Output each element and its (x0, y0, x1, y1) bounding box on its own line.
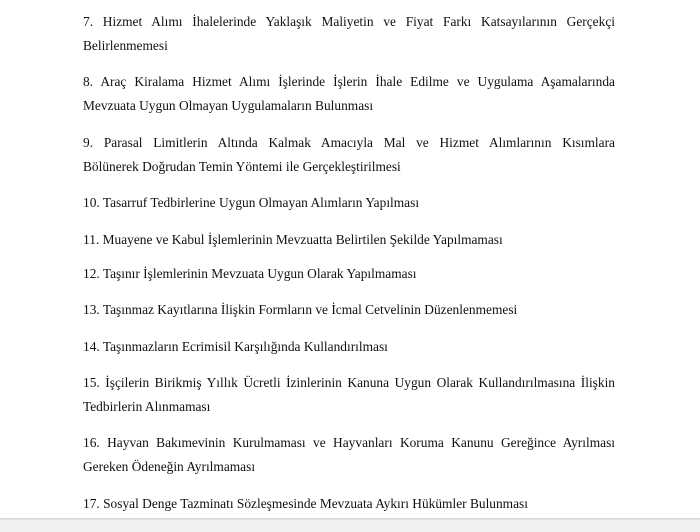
item-line: Gereken Ödeneğin Ayrılmaması (83, 459, 256, 474)
list-item-13: 13. Taşınmaz Kayıtlarına İlişkin Formların ve İcmal Cetvelinin Düzenlenmemesi (83, 302, 518, 317)
item-line: 9. Parasal Limitlerin Altında Kalmak Amacıyla Mal ve Hizmet Alımlarının Kısımlara (83, 135, 615, 150)
item-line: 8. Araç Kiralama Hizmet Alımı İşlerinde İşlerin İhale Edilme ve Uygulama Aşamalarında (83, 74, 615, 89)
item-line: 7. Hizmet Alımı İhalelerinde Yaklaşık Maliyetin ve Fiyat Farkı Katsayılarının Gerçekçi (83, 14, 615, 29)
item-line: Bölünerek Doğrudan Temin Yöntemi ile Gerçekleştirilmesi (83, 159, 401, 174)
item-line: Belirlenmemesi (83, 38, 168, 53)
list-item-16 (83, 431, 615, 479)
list-item-15 (83, 371, 615, 419)
item-line: Mevzuata Uygun Olmayan Uygulamaların Bulunması (83, 98, 374, 113)
list-item-17: 17. Sosyal Denge Tazminatı Sözleşmesinde Mevzuata Aykırı Hükümler Bulunması (83, 496, 528, 511)
item-line: Tedbirlerin Alınmaması (83, 399, 211, 414)
list-item-8 (83, 70, 615, 118)
list-item-14: 14. Taşınmazların Ecrimisil Karşılığında Kullandırılması (83, 339, 388, 354)
item-line: 15. İşçilerin Birikmiş Yıllık Ücretli İzinlerinin Kanuna Uygun Olarak Kullandırılmasına İlişkin (83, 375, 615, 390)
list-item-10: 10. Tasarruf Tedbirlerine Uygun Olmayan Alımların Yapılması (83, 195, 420, 210)
item-line: 16. Hayvan Bakımevinin Kurulmaması ve Hayvanları Koruma Kanunu Gereğince Ayrılması (83, 435, 615, 450)
list-item-12: 12. Taşınır İşlemlerinin Mevzuata Uygun Olarak Yapılmaması (83, 266, 417, 281)
list-item-9 (83, 131, 615, 179)
page-bottom-edge (0, 519, 700, 532)
list-item-11: 11. Muayene ve Kabul İşlemlerinin Mevzuatta Belirtilen Şekilde Yapılmaması (83, 232, 503, 247)
list-item-7 (83, 10, 615, 58)
